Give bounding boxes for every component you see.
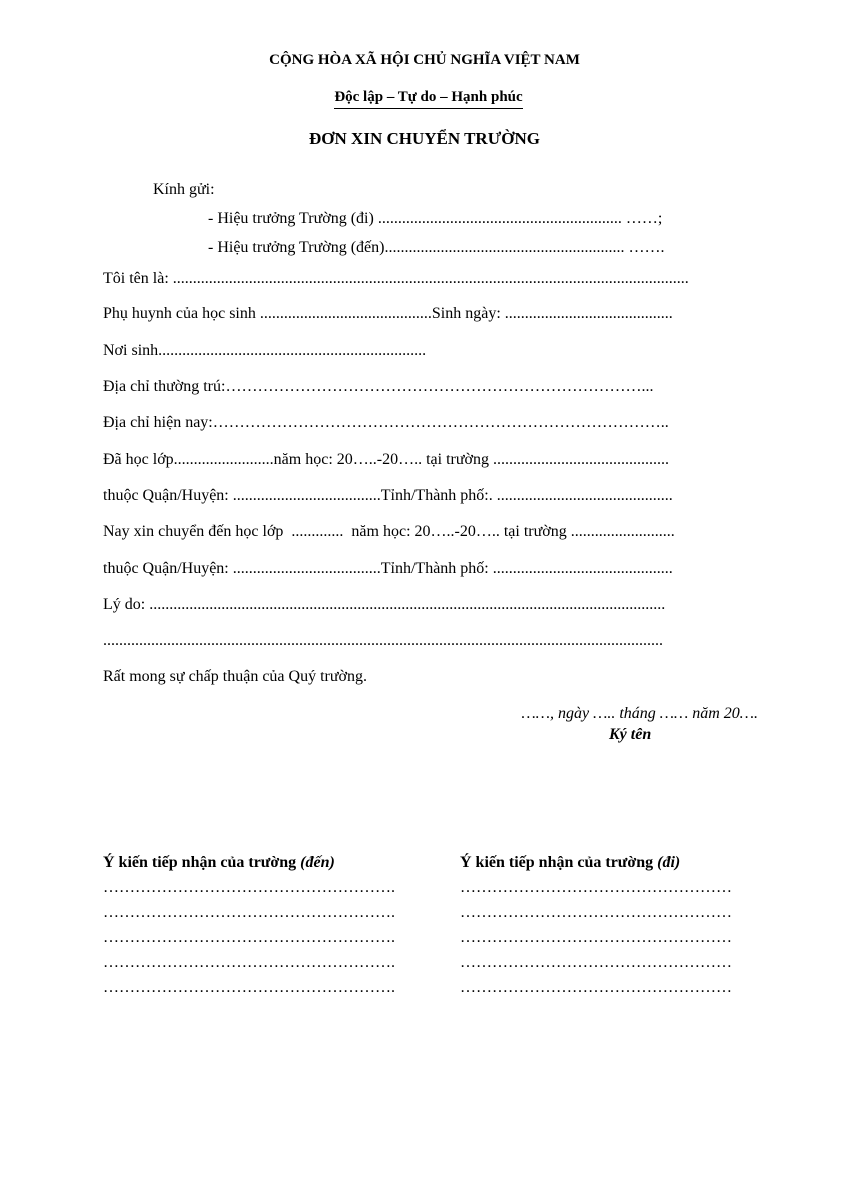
reason-continued-field[interactable]: ............................................................................................................................................ [103, 632, 663, 649]
recipient-from-school-field[interactable]: - Hiệu trưởng Trường (đi) ............................................................. ……; [208, 210, 663, 227]
signature-label: Ký tên [609, 726, 652, 743]
national-title: CỘNG HÒA XÃ HỘI CHỦ NGHĨA VIỆT NAM [269, 52, 580, 68]
leaving-school-opinion-title [460, 855, 680, 871]
district-province-field-1[interactable]: thuộc Quận/Huyện: .....................................Tỉnh/Thành phố:. ............................................ [103, 487, 673, 504]
reason-field[interactable]: Lý do: ................................................................................................................................. [103, 596, 666, 613]
leaving-title-main: Ý kiến tiếp nhận của trường [460, 854, 658, 871]
receiving-opinion-line-3[interactable]: ………………………………………………. [103, 929, 395, 946]
receiving-opinion-line-2[interactable]: ………………………………………………. [103, 904, 395, 921]
current-address-field[interactable]: Địa chỉ hiện nay:………………………………………………………………………….. [103, 414, 669, 431]
district-province-field-2[interactable]: thuộc Quận/Huyện: .....................................Tỉnh/Thành phố: ............................................. [103, 560, 673, 577]
receiving-school-opinion-title [103, 855, 335, 871]
greeting-label: Kính gửi: [153, 181, 215, 198]
parent-birthdate-field[interactable]: Phụ huynh của học sinh ...........................................Sinh ngày: .......................................... [103, 305, 673, 322]
national-motto: Độc lập – Tự do – Hạnh phúc [334, 90, 522, 109]
leaving-opinion-line-4[interactable]: …………………………………………… [460, 954, 732, 971]
leaving-opinion-line-2[interactable]: …………………………………………… [460, 904, 732, 921]
receiving-title-italic: (đến) [300, 854, 335, 871]
student-name-field[interactable]: Tôi tên là: ................................................................................................................................. [103, 270, 689, 287]
receiving-opinion-line-4[interactable]: ………………………………………………. [103, 954, 395, 971]
leaving-title-italic: (đi) [657, 854, 681, 871]
motto-wrapper [0, 73, 849, 109]
leaving-opinion-line-5[interactable]: …………………………………………… [460, 979, 732, 996]
closing-text: Rất mong sự chấp thuận của Quý trường. [103, 668, 367, 685]
receiving-opinion-line-5[interactable]: ………………………………………………. [103, 979, 395, 996]
permanent-address-field[interactable]: Địa chỉ thường trú:……………………………………………………………………... [103, 378, 654, 395]
date-line[interactable]: ……, ngày ….. tháng …… năm 20…. [521, 705, 758, 722]
recipient-to-school-field[interactable]: - Hiệu trưởng Trường (đến)............................................................ ……. [208, 239, 665, 256]
receiving-opinion-line-1[interactable]: ………………………………………………. [103, 879, 395, 896]
leaving-opinion-line-1[interactable]: …………………………………………… [460, 879, 732, 896]
document-title: ĐƠN XIN CHUYỂN TRƯỜNG [309, 129, 540, 148]
leaving-opinion-line-3[interactable]: …………………………………………… [460, 929, 732, 946]
studied-class-field[interactable]: Đã học lớp.........................năm học: 20…..-20….. tại trường ............................................ [103, 451, 669, 468]
receiving-title-main: Ý kiến tiếp nhận của trường [103, 854, 301, 871]
transfer-class-field[interactable]: Nay xin chuyển đến học lớp ............. năm học: 20…..-20….. tại trường .......................... [103, 523, 675, 540]
birthplace-field[interactable]: Nơi sinh................................................................... [103, 342, 427, 359]
